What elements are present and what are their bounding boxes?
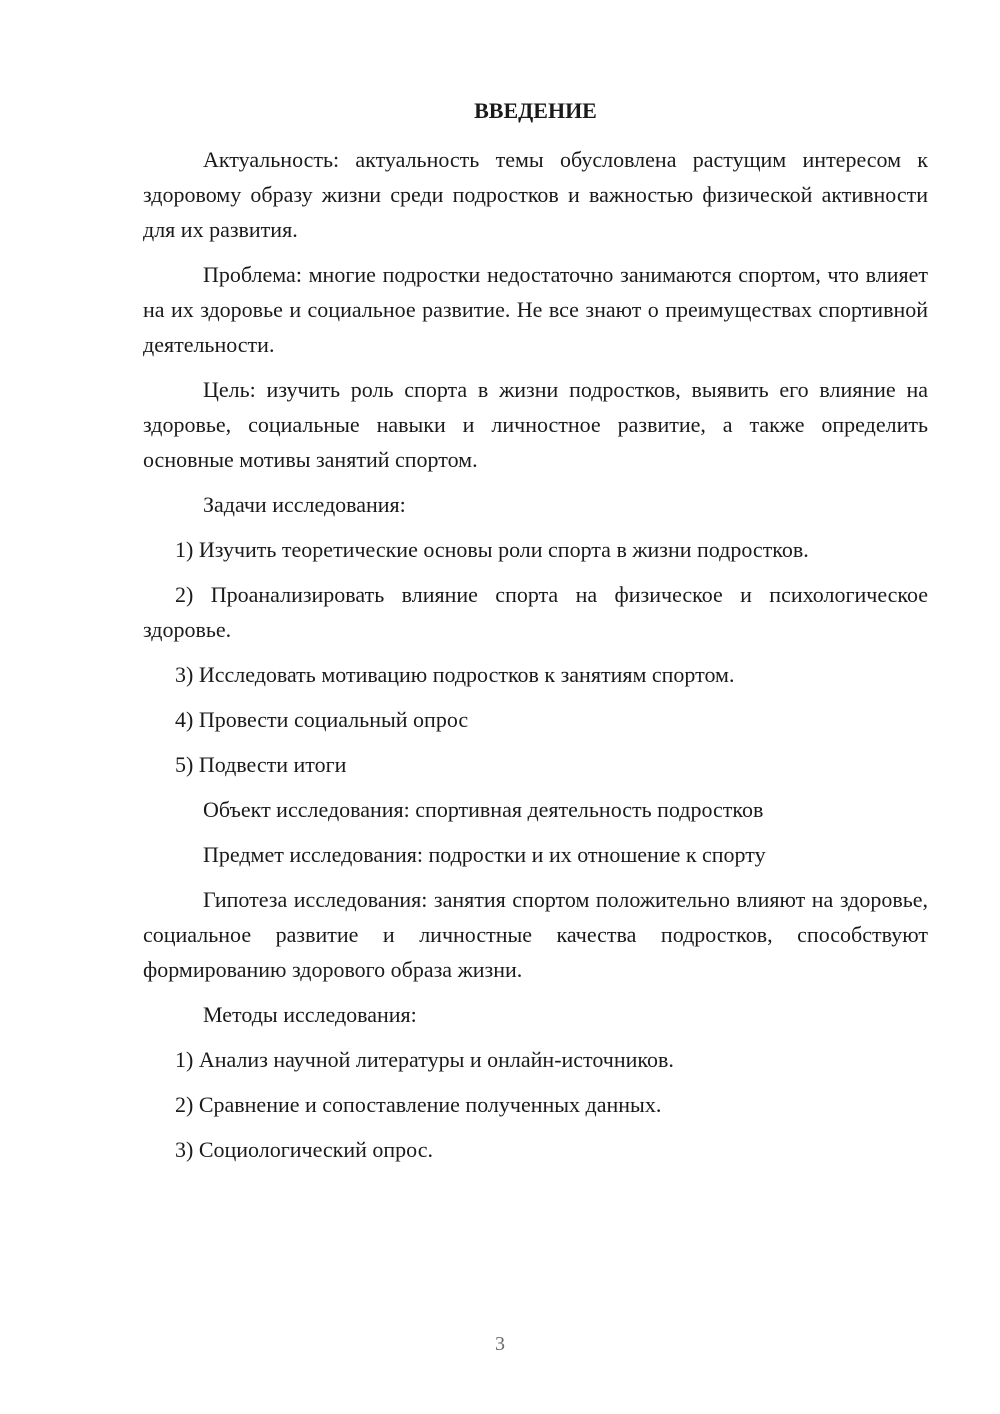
task-item-5: 5) Подвести итоги bbox=[175, 752, 347, 777]
hypothesis-paragraph: Гипотеза исследования: занятия спортом положительно влияют на здоровье, социальное развитие и личностные качества подростков, способствуют формированию здорового образа жизни. bbox=[143, 887, 928, 982]
method-item-1: 1) Анализ научной литературы и онлайн-источников. bbox=[175, 1047, 674, 1072]
task-item-3: 3) Исследовать мотивацию подростков к занятиям спортом. bbox=[175, 662, 735, 687]
problem-paragraph: Проблема: многие подростки недостаточно занимаются спортом, что влияет на их здоровье и социальное развитие. Не все знают о преимуществах спортивной деятельности. bbox=[143, 262, 928, 357]
method-item-2: 2) Сравнение и сопоставление полученных данных. bbox=[175, 1092, 662, 1117]
page-number: 3 bbox=[495, 1333, 505, 1355]
subject-paragraph: Предмет исследования: подростки и их отношение к спорту bbox=[203, 842, 766, 867]
document-body bbox=[143, 96, 928, 1177]
section-heading: ВВЕДЕНИЕ bbox=[474, 98, 597, 123]
task-item-2: 2) Проанализировать влияние спорта на физическое и психологическое здоровье. bbox=[143, 582, 928, 642]
object-paragraph: Объект исследования: спортивная деятельность подростков bbox=[203, 797, 764, 822]
relevance-paragraph: Актуальность: актуальность темы обусловлена растущим интересом к здоровому образу жизни среди подростков и важностью физической активности для их развития. bbox=[143, 147, 928, 242]
tasks-title: Задачи исследования: bbox=[203, 492, 406, 517]
methods-title: Методы исследования: bbox=[203, 1002, 417, 1027]
task-item-4: 4) Провести социальный опрос bbox=[175, 707, 469, 732]
task-item-1: 1) Изучить теоретические основы роли спорта в жизни подростков. bbox=[175, 537, 809, 562]
method-item-3: 3) Социологический опрос. bbox=[175, 1137, 433, 1162]
goal-paragraph: Цель: изучить роль спорта в жизни подростков, выявить его влияние на здоровье, социальные навыки и личностное развитие, а также определить основные мотивы занятий спортом. bbox=[143, 377, 928, 472]
